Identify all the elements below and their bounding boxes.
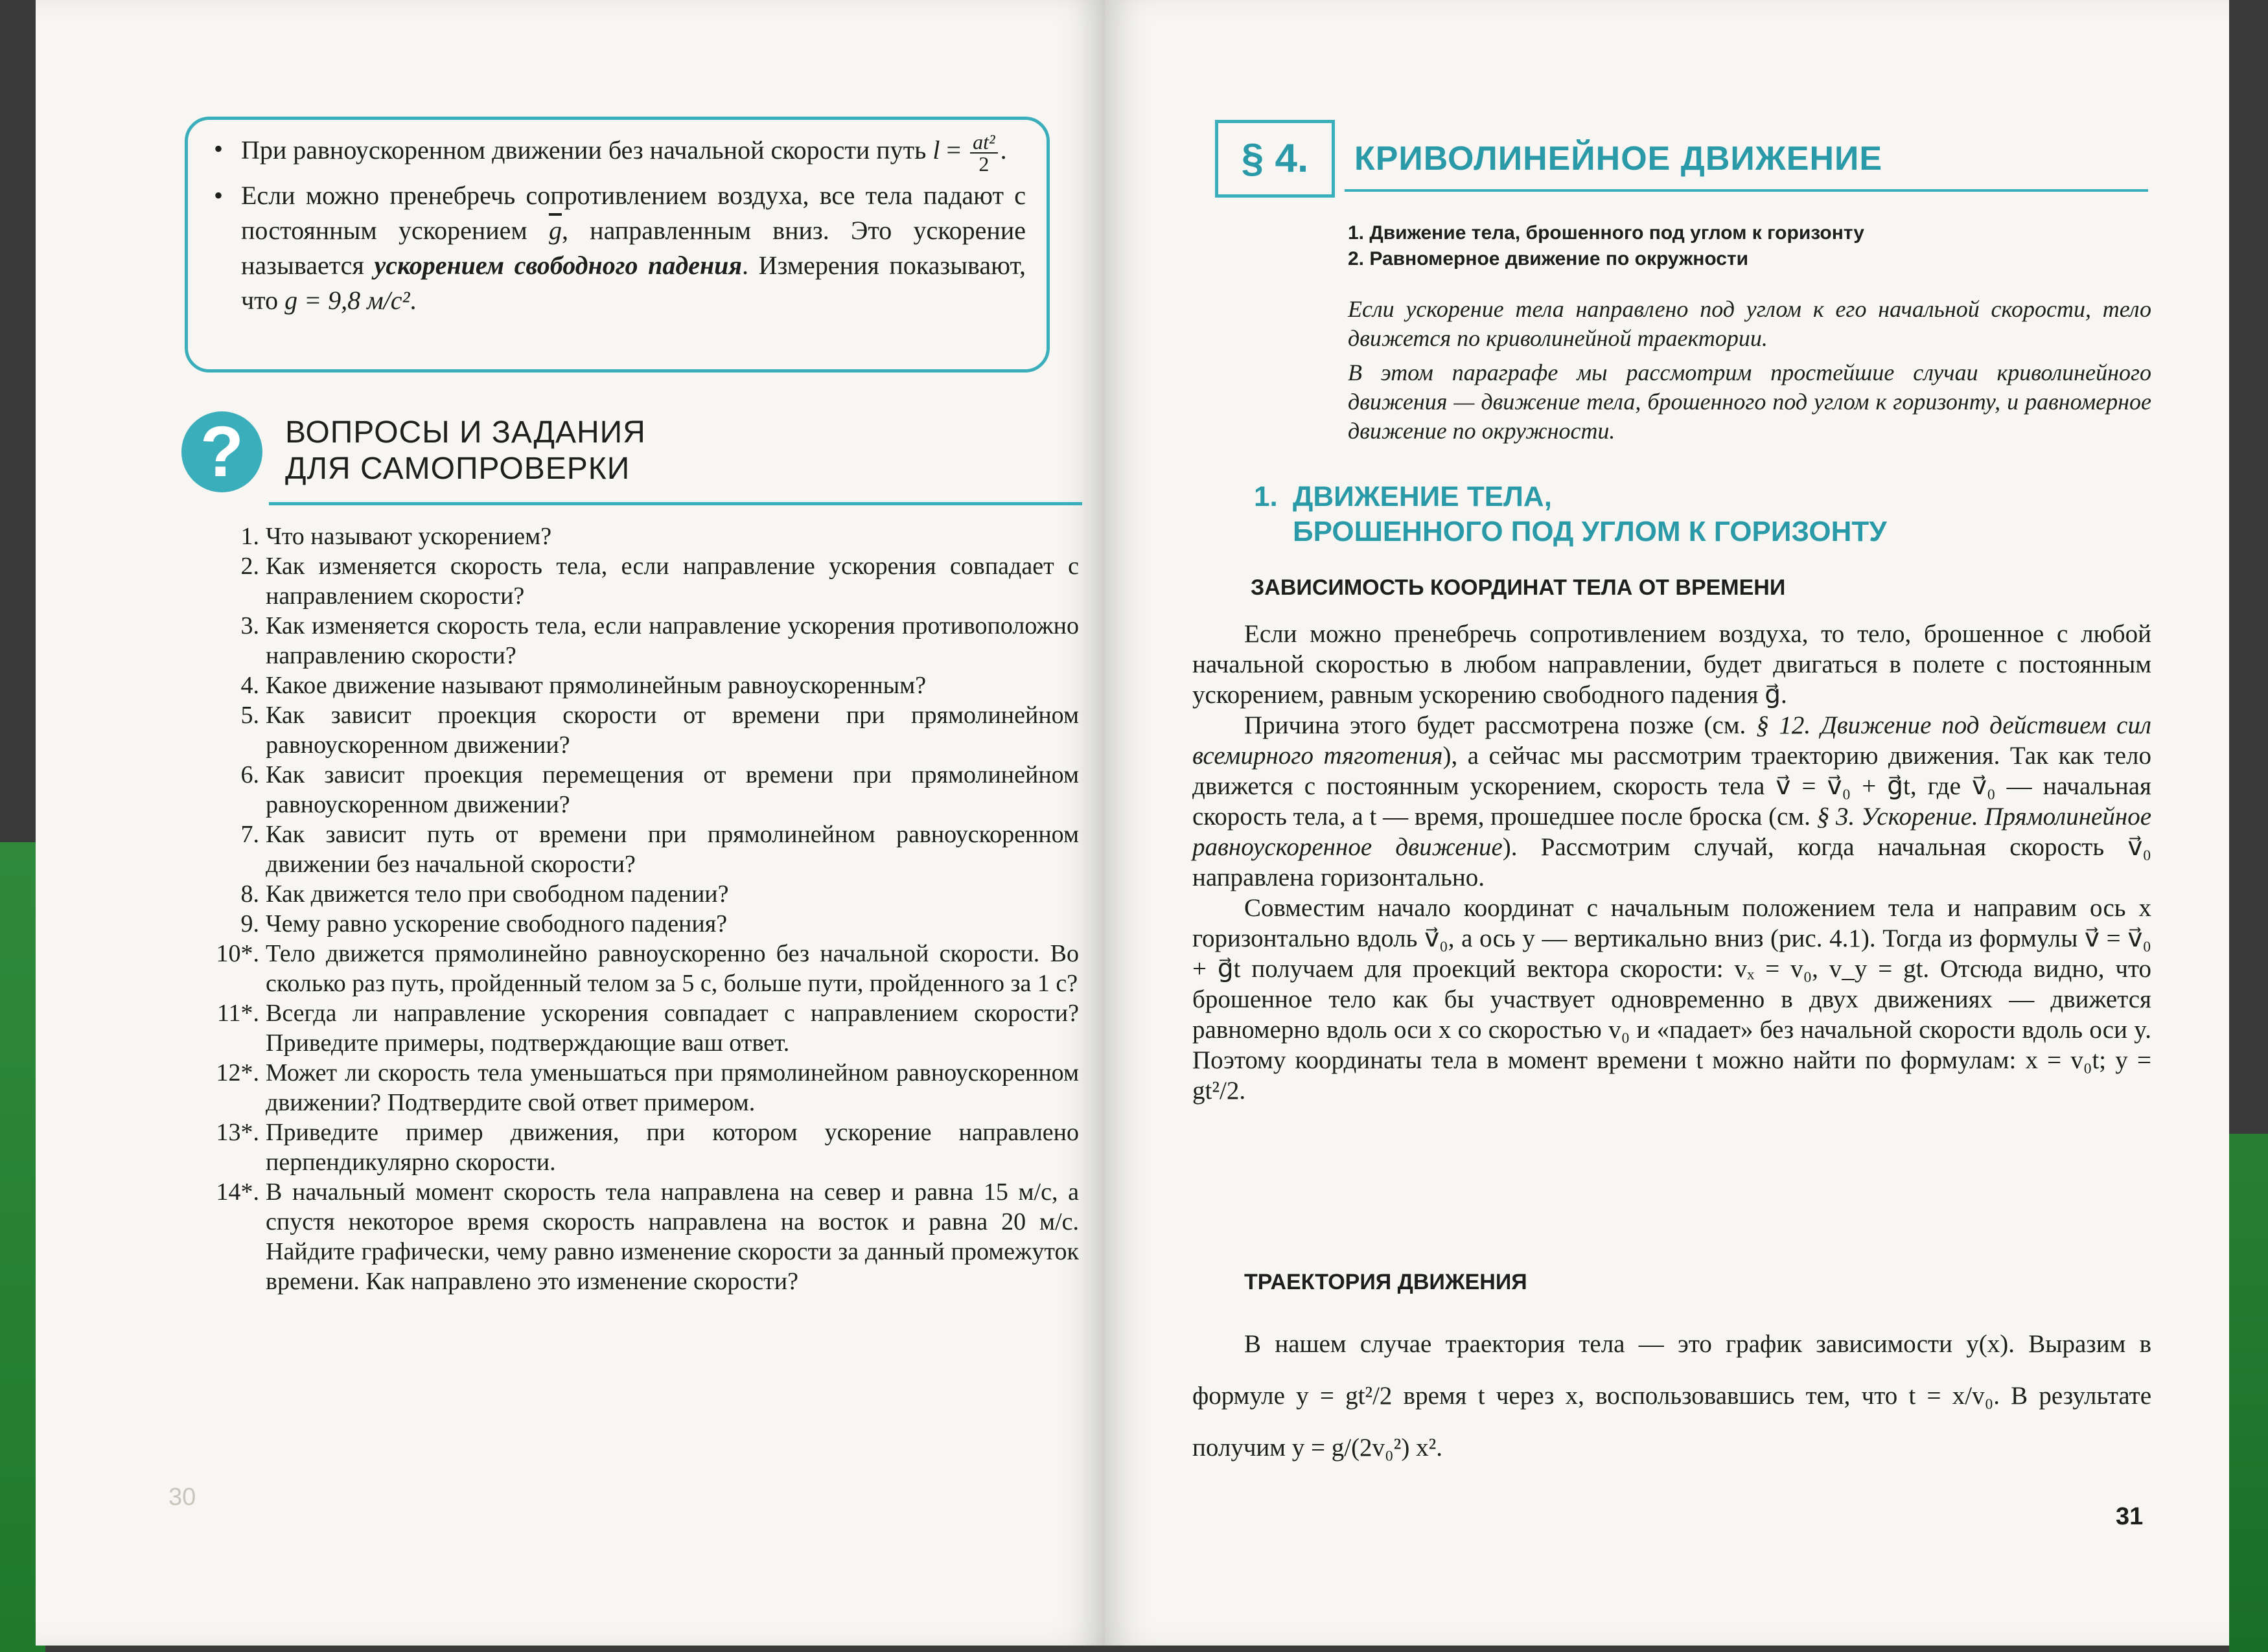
contents-item: 2. Равномерное движение по окружности bbox=[1348, 248, 1749, 270]
question-text: В начальный момент скорость тела направлена на север и равна 15 м/с, а спустя некоторое время скорость направлена на восток и равна 20 м/с. Найдите графически, чему равно изменение скорости за данный промежуток времени. Как направлено это изменение скорости? bbox=[266, 1178, 1079, 1295]
question-number: 4. bbox=[240, 672, 259, 699]
heading-coordinates: ЗАВИСИМОСТЬ КООРДИНАТ ТЕЛА ОТ ВРЕМЕНИ bbox=[1251, 575, 1786, 600]
question-item bbox=[185, 1058, 1079, 1118]
section-title: КРИВОЛИНЕЙНОЕ ДВИЖЕНИЕ bbox=[1354, 140, 1883, 178]
question-item bbox=[185, 939, 1079, 998]
paragraph: Причина этого будет рассмотрена позже (см. § 12. Движение под действием сил всемирного тяготения), а сейчас мы рассмотрим траекторию движения. Так как тело движется с постоянным ускорением, скорость тела v⃗ = v⃗₀ + g⃗t, где v⃗₀ — начальная скорость тела, а t — время, прошедшее после броска (см. § 3. Ускорение. Прямолинейное равноускоренное движение). Рассмотрим случай, когда начальная скорость v⃗₀ направлена горизонтально. bbox=[1192, 711, 2152, 891]
question-number: 8. bbox=[240, 880, 259, 908]
question-icon: ? bbox=[181, 411, 262, 492]
question-number: 9. bbox=[240, 910, 259, 937]
bullet-icon: • bbox=[214, 134, 224, 163]
contents-item: 1. Движение тела, брошенного под углом к горизонту bbox=[1348, 222, 1864, 244]
question-text: Всегда ли направление ускорения совпадает с направлением скорости? Приведите примеры, подтверждающие ваш ответ. bbox=[266, 1000, 1079, 1057]
question-item bbox=[185, 879, 1079, 909]
question-text: Как изменяется скорость тела, если направление ускорения противоположно направлению скорости? bbox=[266, 612, 1079, 669]
page-number: 31 bbox=[2116, 1503, 2144, 1530]
question-item bbox=[185, 998, 1079, 1058]
heading-trajectory: ТРАЕКТОРИЯ ДВИЖЕНИЯ bbox=[1244, 1270, 1527, 1294]
question-text: Как движется тело при свободном падении? bbox=[266, 880, 729, 908]
question-item bbox=[185, 909, 1079, 939]
right-page bbox=[1105, 0, 2229, 1646]
body-text bbox=[1192, 619, 2151, 1106]
question-text: Как зависит путь от времени при прямолинейном равноускоренном движении без начальной скорости? bbox=[266, 821, 1079, 878]
fraction: $\frac{\text{at²}}{2}$ bbox=[970, 132, 997, 174]
question-item bbox=[185, 551, 1079, 611]
question-number: 10*. bbox=[216, 940, 259, 967]
section-contents bbox=[1348, 220, 1864, 272]
question-text: Тело движется прямолинейно равноускоренно без начальной скорости. Во сколько раз путь, пройденный телом за 5 с, больше пути, пройденного за 1 с? bbox=[266, 940, 1079, 997]
question-number: 3. bbox=[240, 612, 259, 639]
question-number: 6. bbox=[240, 761, 259, 788]
section-rule bbox=[1345, 189, 2148, 192]
body-text-trajectory bbox=[1192, 1318, 2151, 1474]
questions-list bbox=[185, 522, 1079, 1296]
paragraph: Если можно пренебречь сопротивлением воздуха, то тело, брошенное с любой начальной скоростью в любом направлении, будет двигаться в полете с постоянным ускорением, равным ускорению свободного падения g⃗. bbox=[1192, 620, 2151, 709]
question-text: Какое движение называют прямолинейным равноускоренным? bbox=[266, 672, 927, 699]
section-number-box: § 4. bbox=[1215, 120, 1335, 198]
section-intro: Если ускорение тела направлено под углом к его начальной скорости, тело движется по криволинейной траектории. В этом параграфе мы рассмотрим простейшие случаи криволинейного движения — движение тела, брошенного под углом к горизонту, и равномерное движение по окружности. bbox=[1348, 296, 2151, 444]
question-text: Приведите пример движения, при котором ускорение направлено перпендикулярно скорости. bbox=[266, 1119, 1079, 1176]
left-page bbox=[36, 0, 1105, 1646]
question-text: Может ли скорость тела уменьшаться при прямолинейном равноускоренном движении? Подтвердите свой ответ примером. bbox=[266, 1059, 1079, 1116]
subsection-title: 1. ДВИЖЕНИЕ ТЕЛА, БРОШЕННОГО ПОД УГЛОМ К ГОРИЗОНТУ bbox=[1254, 481, 1887, 547]
question-number: 14*. bbox=[216, 1178, 259, 1206]
question-number: 5. bbox=[240, 702, 259, 729]
summary-box bbox=[185, 117, 1050, 373]
question-item bbox=[185, 1118, 1079, 1177]
question-number: 13*. bbox=[216, 1119, 259, 1146]
question-item bbox=[185, 671, 1079, 700]
question-item bbox=[185, 700, 1079, 760]
question-item bbox=[185, 820, 1079, 879]
paragraph: Совместим начало координат с начальным положением тела и направим ось x горизонтально вдоль v⃗₀, а ось y — вертикально вниз (рис. 4.1). Тогда из формулы v⃗ = v⃗₀ + g⃗t получаем для проекций вектора скорости: vₓ = v₀, v_y = gt. Отсюда видно, что брошенное тело как бы участвует одновременно в двух движениях — движется равномерно вдоль оси x со скоростью v₀ и «падает» без начальной скорости вдоль оси y. Поэтому координаты тела в момент времени t можно найти по формулам: x = v₀t; y = gt²/2. bbox=[1192, 894, 2151, 1105]
question-item bbox=[185, 522, 1079, 551]
question-number: 7. bbox=[240, 821, 259, 848]
question-text: Как зависит проекция скорости от времени при прямолинейном равноускоренном движении? bbox=[266, 702, 1079, 759]
page-number: 30 bbox=[168, 1484, 196, 1511]
question-number: 2. bbox=[240, 553, 259, 580]
question-item bbox=[185, 611, 1079, 671]
question-text: Чему равно ускорение свободного падения? bbox=[266, 910, 728, 937]
question-text: Что называют ускорением? bbox=[266, 523, 552, 550]
question-text: Как изменяется скорость тела, если направление ускорения совпадает с направлением скорости? bbox=[266, 553, 1079, 610]
question-number: 1. bbox=[240, 523, 259, 550]
question-text: Как зависит проекция перемещения от времени при прямолинейном равноускоренном движении? bbox=[266, 761, 1079, 818]
question-item bbox=[185, 1177, 1079, 1296]
question-number: 11*. bbox=[216, 1000, 259, 1027]
background-green-right bbox=[2229, 1134, 2268, 1652]
paragraph: В нашем случае траектория тела — это график зависимости y(x). Выразим в формуле y = gt²/2 время t через x, воспользовавшись тем, что t = x/v₀. В результате получим y = g/(2v₀²) x². bbox=[1192, 1330, 2151, 1462]
questions-heading: ВОПРОСЫ И ЗАДАНИЯ ДЛЯ САМОПРОВЕРКИ bbox=[285, 415, 646, 486]
heading-rule bbox=[269, 502, 1082, 505]
summary-item: • При равноускоренном движении без начальной скорости путь l = $\frac{\text{at²}}{2}$ . bbox=[214, 130, 1007, 176]
question-number: 12*. bbox=[216, 1059, 259, 1086]
summary-item: • Если можно пренебречь сопротивлением воздуха, все тела падают с постоянным ускорением $\overline{g}$, направленным вниз. Это ускорение называется ускорением свободного падения. Измерения показывают, что g = 9,8 м/с². bbox=[214, 178, 1026, 318]
question-item bbox=[185, 760, 1079, 820]
bullet-icon: • bbox=[214, 181, 224, 210]
